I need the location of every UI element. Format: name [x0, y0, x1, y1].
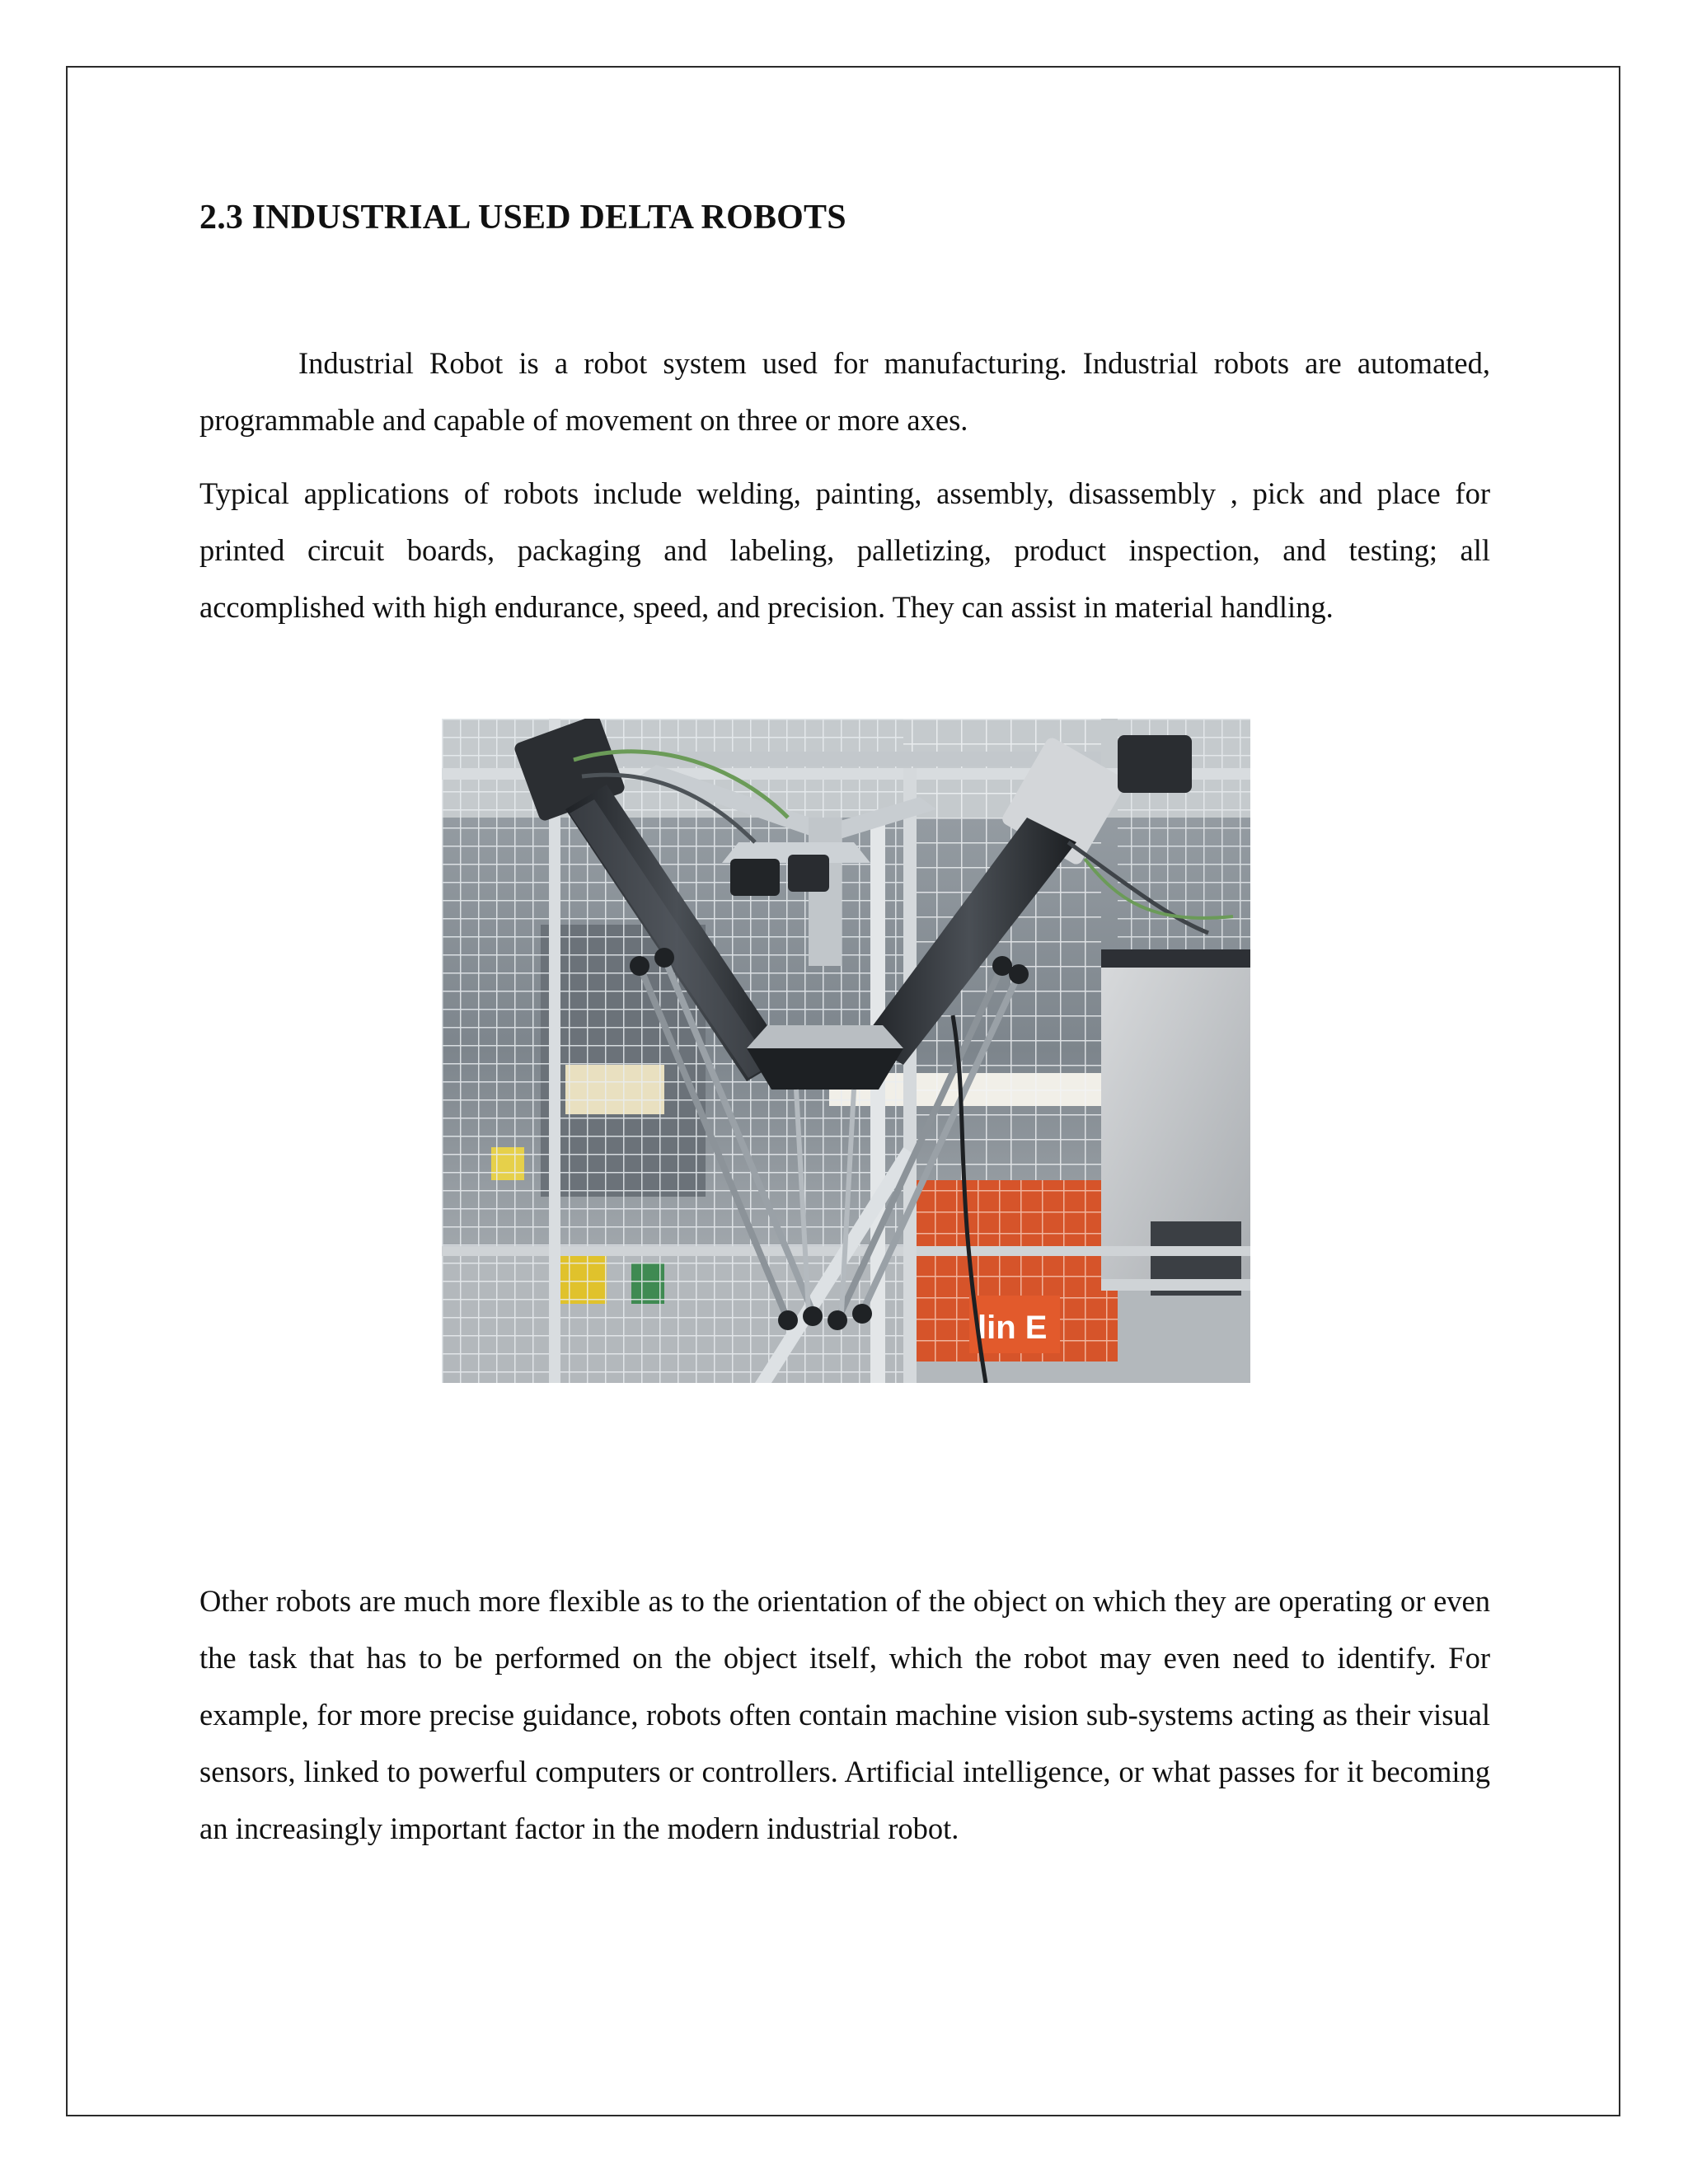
delta-robot-photo: [442, 719, 1250, 1383]
paragraph-applications: Typical applications of robots include welding, painting, assembly, disassembly , pick and place for printed circuit boards, packaging and labeling, palletizing, product inspection, and testing; all accomplished with high endurance, speed, and precision. They can assist in material handling.: [199, 476, 1490, 624]
sign-text: lin E: [978, 1310, 1048, 1346]
delta-robot-illustration: [442, 719, 1250, 1383]
section-heading: 2.3 INDUSTRIAL USED DELTA ROBOTS: [199, 199, 846, 237]
paragraph-flexible-robots: Other robots are much more flexible as to the orientation of the object on which they are operating or even the task that has to be performed on the object itself, which the robot may even need to identify. For example, for more precise guidance, robots often contain machine vision sub-systems acting as their visual sensors, linked to powerful computers or controllers. Artificial intelligence, or what passes for it becoming an increasingly important factor in the modern industrial robot.: [199, 1584, 1490, 1845]
paragraph-intro: Industrial Robot is a robot system used for manufacturing. Industrial robots are automated, programmable and capable of movement on three or more axes.: [199, 346, 1490, 437]
